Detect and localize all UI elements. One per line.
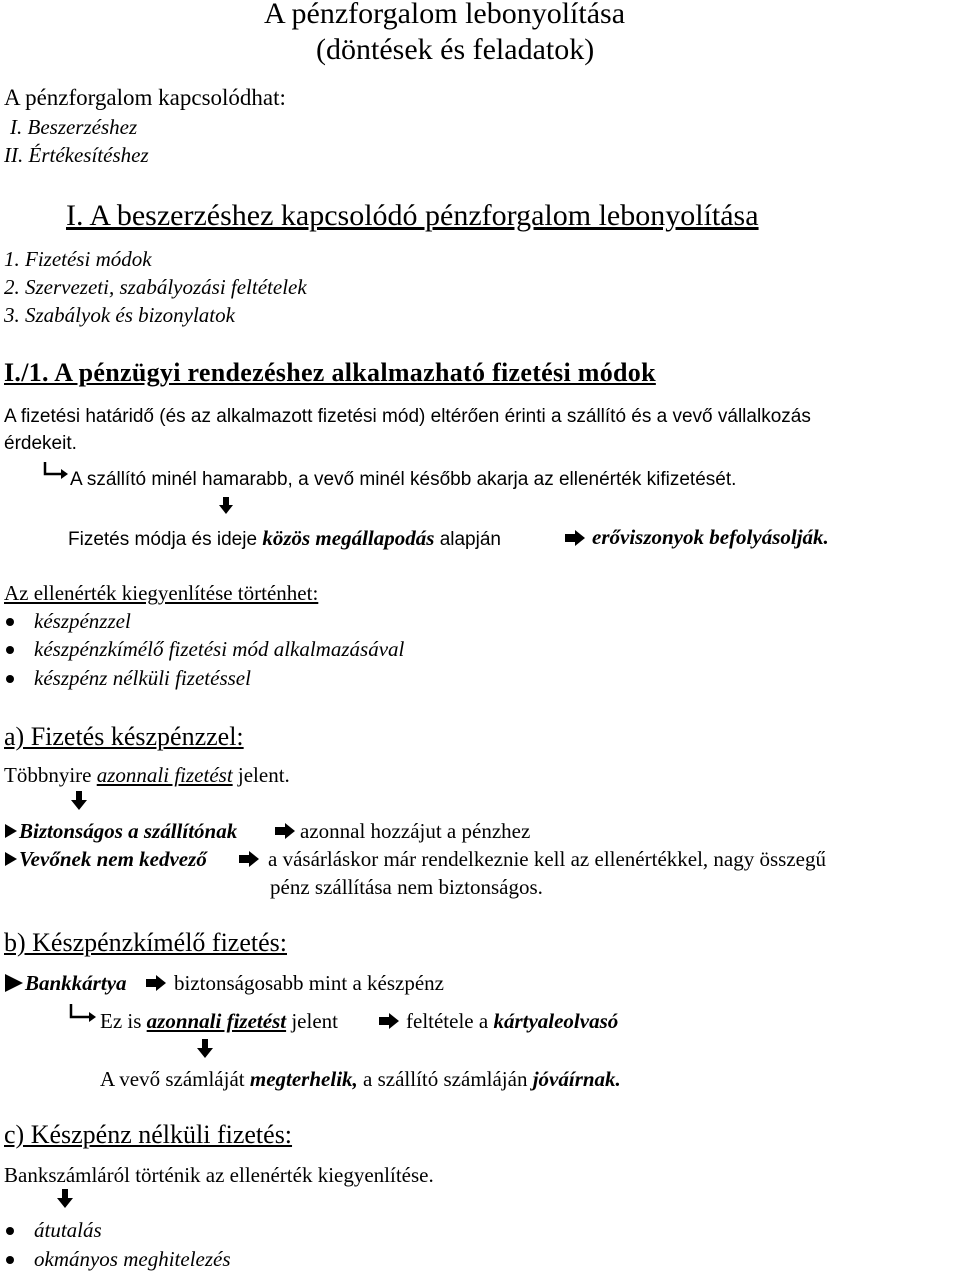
- section-item-1: 1. Fizetési módok: [4, 247, 152, 271]
- play-triangle-icon: [4, 973, 24, 993]
- bullet-icon: [6, 618, 14, 626]
- card-text: biztonságosabb mint a készpénz: [174, 971, 445, 995]
- play-triangle-icon: [4, 823, 18, 839]
- down-arrow-icon: [70, 790, 88, 812]
- cash-line: [4, 762, 290, 788]
- debit-bold: megterhelik,: [249, 1067, 358, 1091]
- cash-buyer-label: Vevőnek nem kedvező: [19, 847, 207, 871]
- immediate-bold: azonnali fizetést: [146, 1009, 287, 1033]
- cashsaving-heading: b) Készpénzkímélő fizetés:: [4, 928, 287, 957]
- immediate-mid: jelent: [291, 1009, 338, 1033]
- right-arrow-icon: [238, 850, 260, 868]
- settlement-item-cashsaving: készpénzkímélő fizetési mód alkalmazásával: [34, 637, 405, 661]
- section-item-2: 2. Szervezeti, szabályozási feltételek: [4, 275, 307, 299]
- subsection-heading: I./1. A pénzügyi rendezéshez alkalmazható fizetési módok: [4, 358, 656, 387]
- debit-prefix: A vevő számláját: [100, 1067, 245, 1091]
- settlement-item-cash: készpénzzel: [34, 609, 131, 633]
- supplier-line: A szállító minél hamarabb, a vevő minél később akarja az ellenérték kifizetését.: [70, 469, 737, 490]
- cash-line-prefix: Többnyire: [4, 763, 92, 787]
- cashless-item-transfer: átutalás: [34, 1218, 102, 1242]
- subsection-paragraph-line2: érdekeit.: [4, 433, 77, 454]
- right-arrow-icon: [564, 529, 586, 547]
- bullet-icon: [6, 1227, 14, 1235]
- page-title: A pénzforgalom lebonyolítása: [264, 0, 626, 30]
- down-arrow-icon: [218, 496, 234, 516]
- immediate-line: [100, 1008, 338, 1034]
- agreement-middle: alapján: [439, 529, 501, 550]
- settlement-item-cashless: készpénz nélküli fizetéssel: [34, 666, 251, 690]
- return-arrow-icon: [68, 1002, 98, 1026]
- debit-mid: a szállító számláján: [363, 1067, 528, 1091]
- cash-buyer-text-line2: pénz szállítása nem biztonságos.: [270, 875, 543, 899]
- card-reader: kártyaleolvasó: [493, 1009, 619, 1033]
- right-arrow-icon: [274, 822, 296, 840]
- debit-line: [100, 1066, 621, 1092]
- cash-safe-label: Biztonságos a szállítónak: [19, 819, 238, 843]
- intro-heading: A pénzforgalom kapcsolódhat:: [4, 85, 286, 110]
- immediate-condition: feltétele a: [406, 1009, 489, 1033]
- cash-line-suffix: jelent.: [237, 763, 290, 787]
- agreement-line: [68, 526, 501, 552]
- cash-line-italic: azonnali fizetést: [96, 763, 233, 787]
- cashless-heading: c) Készpénz nélküli fizetés:: [4, 1120, 293, 1149]
- down-arrow-icon: [56, 1188, 74, 1210]
- intro-item-sales: II. Értékesítéshez: [4, 143, 149, 167]
- cashless-line: Bankszámláról történik az ellenérték kiegyenlítése.: [4, 1163, 434, 1187]
- settlement-heading: Az ellenérték kiegyenlítése történhet:: [4, 581, 319, 605]
- section-heading: I. A beszerzéshez kapcsolódó pénzforgalom lebonyolítása: [66, 199, 759, 232]
- bullet-icon: [6, 675, 14, 683]
- page-subtitle: (döntések és feladatok): [316, 33, 595, 66]
- return-arrow-icon: [42, 460, 70, 482]
- play-triangle-icon: [4, 851, 18, 867]
- immediate-prefix: Ez is: [100, 1009, 142, 1033]
- cash-heading: a) Fizetés készpénzzel:: [4, 722, 244, 751]
- cash-buyer-text-line1: a vásárláskor már rendelkeznie kell az ellenértékkel, nagy összegű: [268, 847, 826, 871]
- subsection-paragraph-line1: A fizetési határidő (és az alkalmazott fizetési mód) eltérően érinti a szállító és a vevő vállalkozás: [4, 406, 811, 427]
- intro-item-purchase: I. Beszerzéshez: [10, 115, 138, 139]
- agreement-bold: közös megállapodás: [262, 526, 435, 550]
- down-arrow-icon: [196, 1038, 214, 1060]
- agreement-result: erőviszonyok befolyásolják.: [592, 525, 829, 549]
- right-arrow-icon: [145, 974, 167, 992]
- cashless-item-letter-of-credit: okmányos meghitelezés: [34, 1247, 231, 1271]
- agreement-prefix: Fizetés módja és ideje: [68, 529, 258, 550]
- debit-credit: jóváírnak.: [532, 1067, 621, 1091]
- bullet-icon: [6, 646, 14, 654]
- right-arrow-icon: [378, 1012, 400, 1030]
- bullet-icon: [6, 1256, 14, 1264]
- section-item-3: 3. Szabályok és bizonylatok: [4, 303, 235, 327]
- card-label: Bankkártya: [25, 971, 127, 995]
- immediate-condition-line: [406, 1008, 618, 1034]
- cash-safe-text: azonnal hozzájut a pénzhez: [300, 819, 531, 843]
